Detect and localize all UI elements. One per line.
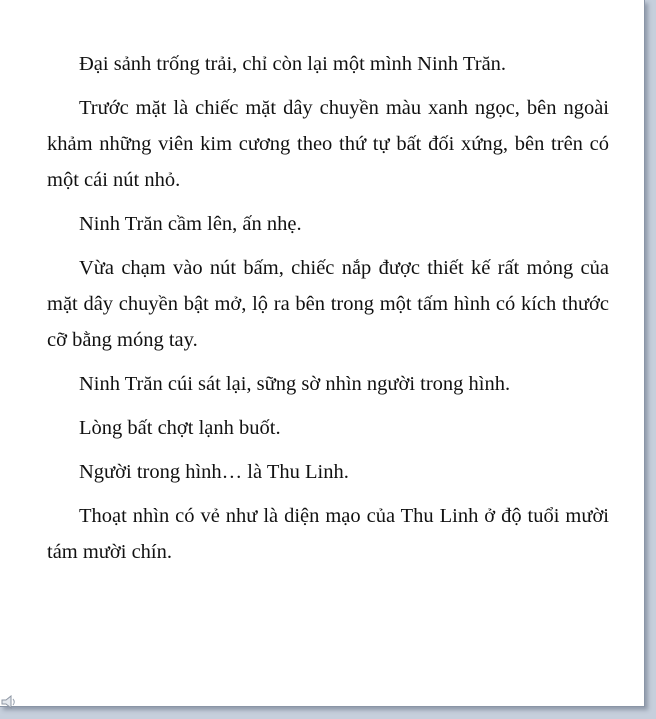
- document-body: [47, 46, 609, 578]
- paragraph: Vừa chạm vào nút bấm, chiếc nắp được thiết kế rất mỏng của mặt dây chuyền bật mở, lộ ra bên trong một tấm hình có kích thước cỡ bằng móng tay.: [47, 257, 609, 351]
- paragraph: Ninh Trăn cúi sát lại, sững sờ nhìn người trong hình.: [79, 373, 511, 395]
- paragraph: Trước mặt là chiếc mặt dây chuyền màu xanh ngọc, bên ngoài khảm những viên kim cương theo thứ tự bất đối xứng, bên trên có một cái nút nhỏ.: [47, 97, 609, 191]
- paragraph: Đại sảnh trống trải, chỉ còn lại một mình Ninh Trăn.: [79, 53, 507, 75]
- speaker-icon[interactable]: [1, 695, 19, 709]
- paragraph: Ninh Trăn cầm lên, ấn nhẹ.: [79, 213, 302, 235]
- paragraph: Người trong hình… là Thu Linh.: [79, 461, 349, 483]
- paragraph: Lòng bất chợt lạnh buốt.: [79, 417, 281, 439]
- paragraph: Thoạt nhìn có vẻ như là diện mạo của Thu Linh ở độ tuổi mười tám mười chín.: [47, 505, 609, 563]
